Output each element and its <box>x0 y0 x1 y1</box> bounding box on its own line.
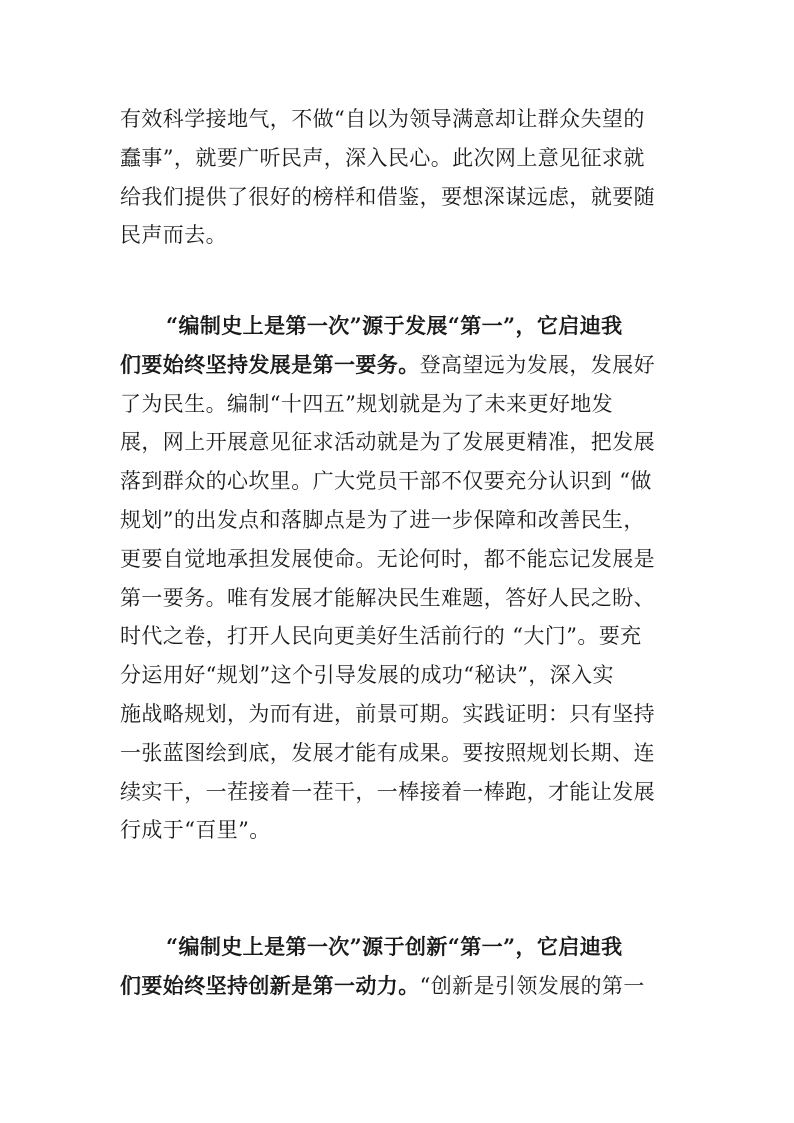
text-line: 有效科学接地气，不做“自以为领导满意却让群众失望的 <box>120 107 645 131</box>
bold-lead-text: 们要始终坚持发展是第一要务。 <box>120 351 420 377</box>
text-line: 更要自觉地承担发展使命。无论何时，都不能忘记发展是 <box>120 546 655 571</box>
text-line: 施战略规划，为而有进，前景可期。实践证明：只有坚持 <box>120 701 655 726</box>
text-line: 民声而去。 <box>120 223 227 248</box>
text-line: 一张蓝图绘到底，发展才能有成果。要按照规划长期、连 <box>120 740 655 765</box>
bold-lead-text: 们要始终坚持创新是第一动力。 <box>120 972 420 998</box>
paragraph-innovation-first <box>120 928 660 1006</box>
regular-text: “创新是引领发展的第一 <box>419 973 645 998</box>
text-line: 分运用好“规划”这个引导发展的成功“秘诀”，深入实 <box>120 663 614 688</box>
paragraph-development-first <box>120 307 660 850</box>
paragraph-listen-to-people <box>120 100 660 255</box>
text-line: 续实干，一茬接着一茬干，一棒接着一棒跑，才能让发展 <box>120 779 655 804</box>
text-line: 给我们提供了很好的榜样和借鉴，要想深谋远虑，就要随 <box>120 184 655 209</box>
regular-text: 登高望远为发展，发展好 <box>419 352 656 377</box>
text-line: 规划”的出发点和落脚点是为了进一步保障和改善民生， <box>120 507 645 532</box>
text-line: 落到群众的心坎里。广大党员干部不仅要充分认识到 “做 <box>120 469 652 494</box>
text-line: 行成于“百里”。 <box>120 818 271 843</box>
text-line: 展，网上开展意见征求活动就是为了发展更精准，把发展 <box>120 430 655 455</box>
text-line-mixed <box>120 967 660 1006</box>
heading-line-bold: “编制史上是第一次”源于创新“第一”，它启迪我 <box>166 934 623 959</box>
text-line: 第一要务。唯有发展才能解决民生难题，答好人民之盼、 <box>120 585 655 610</box>
text-line: 了为民生。编制“十四五”规划就是为了未来更好地发 <box>120 391 614 416</box>
text-line: 蠢事”，就要广听民声，深入民心。此次网上意见征求就 <box>120 145 645 170</box>
text-line: 时代之卷，打开人民向更美好生活前行的 “大门”。要充 <box>120 624 642 649</box>
heading-line-bold: “编制史上是第一次”源于发展“第一”，它启迪我 <box>166 313 623 338</box>
text-line-mixed <box>120 346 660 385</box>
